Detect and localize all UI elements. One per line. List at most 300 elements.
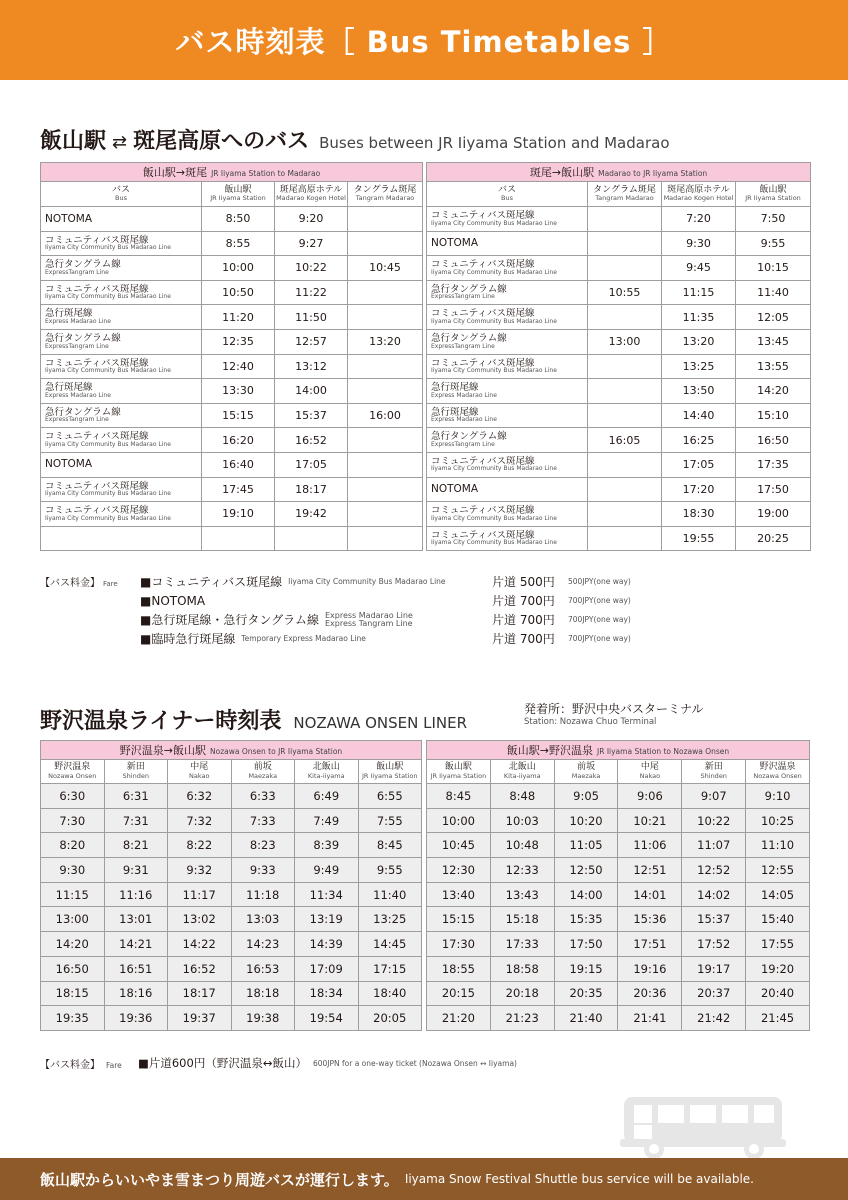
- bus-name-cell: [41, 207, 202, 232]
- time-cell: 13:00: [41, 907, 105, 932]
- bus-name-cell: [41, 329, 202, 354]
- time-cell: 13:02: [168, 907, 232, 932]
- time-cell: 13:43: [490, 882, 554, 907]
- bus-name-jp: コミュニティバス斑尾線: [45, 357, 149, 369]
- bus-name-en: ExpressTangram Line: [45, 416, 109, 424]
- column-header-en: Madarao Kogen Hotel: [663, 194, 734, 203]
- time-cell: 18:34: [295, 981, 359, 1006]
- table-row: [427, 907, 810, 932]
- bus-name-en: ExpressTangram Line: [45, 268, 109, 276]
- bus-name-cell: [427, 477, 588, 502]
- time-cell: 11:20: [202, 305, 275, 330]
- time-cell: [588, 354, 662, 379]
- bus-name-cell: [41, 231, 202, 256]
- fare-price: 片道 700円: [492, 613, 555, 627]
- fare-bus-name: [140, 594, 492, 608]
- table-header-en: Madarao to JR Iiyama Station: [598, 169, 708, 178]
- time-cell: 10:00: [202, 256, 275, 281]
- terminal-info: [524, 700, 703, 727]
- bus-name-jp: コミュニティバス斑尾線: [431, 210, 535, 222]
- bus-name-en: Express Madarao Line: [431, 416, 497, 424]
- bus-name-jp: コミュニティバス斑尾線: [45, 480, 149, 492]
- bus-name-cell: [41, 403, 202, 428]
- time-cell: 20:05: [358, 1006, 422, 1031]
- time-cell: [202, 526, 275, 551]
- time-cell: 19:00: [736, 502, 811, 527]
- bus-name-jp: コミュニティバス斑尾線: [431, 455, 535, 467]
- table-header-jp: 飯山駅→野沢温泉: [506, 744, 594, 757]
- time-cell: 7:30: [41, 808, 105, 833]
- fare-label-jp: 【バス料金】: [40, 1059, 100, 1071]
- column-headers: [41, 182, 423, 207]
- time-cell: 12:40: [202, 354, 275, 379]
- time-cell: 8:50: [202, 207, 275, 232]
- table-row: [427, 882, 810, 907]
- time-cell: 9:31: [104, 858, 168, 883]
- bus-name-cell: [427, 428, 588, 453]
- time-cell: 8:23: [231, 833, 295, 858]
- bus-name-en: ExpressTangram Line: [431, 342, 495, 350]
- time-cell: 11:15: [662, 280, 736, 305]
- time-cell: 14:00: [275, 379, 348, 404]
- nozawa-section-title: [40, 704, 467, 735]
- time-cell: 11:50: [275, 305, 348, 330]
- time-cell: 11:40: [358, 882, 422, 907]
- column-header: [662, 182, 736, 207]
- time-cell: 19:38: [231, 1006, 295, 1031]
- table-row: [427, 858, 810, 883]
- column-header-jp: 野沢温泉: [54, 762, 91, 773]
- bus-name-en: Express Madarao Line: [45, 317, 111, 325]
- time-cell: 20:18: [490, 981, 554, 1006]
- table-row: [41, 956, 422, 981]
- time-cell: 15:37: [275, 403, 348, 428]
- bus-name-jp: コミュニティバス斑尾線: [45, 234, 149, 246]
- bus-name-jp: コミュニティバス斑尾線: [431, 308, 535, 320]
- madarao-outbound-table: [40, 162, 423, 551]
- table-row: [427, 207, 811, 232]
- bus-name-cell: [41, 354, 202, 379]
- time-cell: 21:45: [746, 1006, 810, 1031]
- time-cell: 21:42: [682, 1006, 746, 1031]
- column-header-en: JR Iiyama Station: [361, 771, 418, 780]
- time-cell: 12:51: [618, 858, 682, 883]
- table-header: [427, 163, 811, 182]
- time-cell: 11:06: [618, 833, 682, 858]
- time-cell: 18:58: [490, 956, 554, 981]
- table-row: [41, 428, 423, 453]
- time-cell: [588, 305, 662, 330]
- bus-name-en: ExpressTangram Line: [431, 293, 495, 301]
- time-cell: 8:22: [168, 833, 232, 858]
- table-row: [427, 784, 810, 809]
- time-cell: 15:18: [490, 907, 554, 932]
- time-cell: 11:18: [231, 882, 295, 907]
- time-cell: 6:49: [295, 784, 359, 809]
- column-headers: [427, 182, 811, 207]
- bus-name-jp: 急行タングラム線: [45, 259, 121, 271]
- bus-name-cell: [41, 256, 202, 281]
- column-header-jp: 飯山駅: [224, 184, 252, 195]
- madarao-title-en: Buses between JR Iiyama Station and Madarao: [319, 134, 670, 152]
- time-cell: 16:05: [588, 428, 662, 453]
- table-row: [41, 932, 422, 957]
- time-cell: 19:42: [275, 502, 348, 527]
- time-cell: 6:30: [41, 784, 105, 809]
- table-row: [41, 379, 423, 404]
- time-cell: 11:07: [682, 833, 746, 858]
- time-cell: 11:35: [662, 305, 736, 330]
- time-cell: 10:22: [682, 808, 746, 833]
- time-cell: 18:18: [231, 981, 295, 1006]
- bus-name-cell: [427, 329, 588, 354]
- table-header-en: JR Iiyama Station to Madarao: [211, 169, 321, 178]
- footer-en: Iiyama Snow Festival Shuttle bus service will be available.: [404, 1172, 754, 1186]
- time-cell: 18:30: [662, 502, 736, 527]
- bus-name-jp: コミュニティバス斑尾線: [45, 431, 149, 443]
- fare-price-en: 700JPY(one way): [568, 596, 631, 605]
- nozawa-to-iiyama-table: [40, 740, 422, 1031]
- fare-bus-name-en-line2: Express Tangram Line: [324, 618, 413, 628]
- time-cell: 7:50: [736, 207, 811, 232]
- time-cell: 10:20: [554, 808, 618, 833]
- time-cell: 13:40: [427, 882, 491, 907]
- time-cell: 17:52: [682, 932, 746, 957]
- bus-name-en: Iiyama City Community Bus Madarao Line: [45, 244, 171, 252]
- column-header-en: Shinden: [700, 771, 727, 780]
- table-row: [427, 956, 810, 981]
- time-cell: 8:21: [104, 833, 168, 858]
- column-header: [682, 760, 746, 784]
- time-cell: 17:09: [295, 956, 359, 981]
- table-row: [41, 256, 423, 281]
- time-cell: 10:45: [427, 833, 491, 858]
- bus-name-jp: コミュニティバス斑尾線: [45, 283, 149, 295]
- bus-name-jp: コミュニティバス斑尾線: [431, 357, 535, 369]
- column-header-jp: 新田: [704, 762, 723, 773]
- time-cell: [348, 354, 423, 379]
- time-cell: 17:51: [618, 932, 682, 957]
- bus-name-cell: [427, 305, 588, 330]
- time-cell: 17:35: [736, 452, 811, 477]
- time-cell: 8:20: [41, 833, 105, 858]
- iiyama-to-nozawa-table: [426, 740, 810, 1031]
- time-cell: [588, 207, 662, 232]
- column-header: [358, 760, 422, 784]
- time-cell: 16:53: [231, 956, 295, 981]
- time-cell: [588, 526, 662, 551]
- column-header: [554, 760, 618, 784]
- table-row: [427, 403, 811, 428]
- time-cell: 8:48: [490, 784, 554, 809]
- table-row: [427, 808, 810, 833]
- time-cell: 14:45: [358, 932, 422, 957]
- bus-name-jp: 急行斑尾線: [431, 382, 479, 394]
- bus-name-en: Iiyama City Community Bus Madarao Line: [45, 514, 171, 522]
- bus-name-en: Iiyama City Community Bus Madarao Line: [431, 268, 557, 276]
- time-cell: 16:00: [348, 403, 423, 428]
- bus-name-jp: NOTOMA: [431, 483, 479, 496]
- time-cell: 10:45: [348, 256, 423, 281]
- time-cell: 14:00: [554, 882, 618, 907]
- column-header-jp: バス: [111, 184, 130, 195]
- table-row: [427, 280, 811, 305]
- time-cell: 10:48: [490, 833, 554, 858]
- table-row: [41, 808, 422, 833]
- bus-name-cell: [427, 280, 588, 305]
- time-cell: 16:20: [202, 428, 275, 453]
- bus-name-cell: [427, 502, 588, 527]
- footer-jp: 飯山駅からいいやま雪まつり周遊バスが運行します。: [40, 1170, 399, 1189]
- time-cell: [588, 379, 662, 404]
- fare-price: 片道 700円: [492, 632, 555, 646]
- time-cell: 14:20: [41, 932, 105, 957]
- time-cell: 14:23: [231, 932, 295, 957]
- time-cell: 11:05: [554, 833, 618, 858]
- bus-name-en: Iiyama City Community Bus Madarao Line: [431, 219, 557, 227]
- column-header: [41, 760, 105, 784]
- column-header-jp: 飯山駅: [376, 762, 404, 773]
- column-header-en: Maezaka: [248, 771, 278, 780]
- column-header-en: Nozawa Onsen: [48, 771, 97, 780]
- table-row: [427, 981, 810, 1006]
- time-cell: 16:50: [736, 428, 811, 453]
- table-row: [427, 526, 811, 551]
- madarao-section-title: [40, 124, 670, 155]
- time-cell: 8:55: [202, 231, 275, 256]
- column-header: [490, 760, 554, 784]
- time-cell: 17:55: [746, 932, 810, 957]
- time-cell: 20:15: [427, 981, 491, 1006]
- table-row: [41, 907, 422, 932]
- bus-name-en: Iiyama City Community Bus Madarao Line: [45, 440, 171, 448]
- time-cell: 9:05: [554, 784, 618, 809]
- bus-name-cell: [41, 305, 202, 330]
- time-cell: 9:20: [275, 207, 348, 232]
- bus-name-cell: [41, 379, 202, 404]
- time-cell: 9:06: [618, 784, 682, 809]
- time-cell: 20:25: [736, 526, 811, 551]
- table-row: [427, 833, 810, 858]
- column-header-en: JR Iiyama Station: [430, 771, 487, 780]
- column-header-en: Shinden: [122, 771, 149, 780]
- time-cell: 9:27: [275, 231, 348, 256]
- bus-name-en: Iiyama City Community Bus Madarao Line: [45, 490, 171, 498]
- time-cell: 9:07: [682, 784, 746, 809]
- table-row: [427, 256, 811, 281]
- time-cell: 13:01: [104, 907, 168, 932]
- bus-name-jp: コミュニティバス斑尾線: [45, 505, 149, 517]
- time-cell: 17:20: [662, 477, 736, 502]
- nozawa-title-en: NOZAWA ONSEN LINER: [293, 714, 468, 732]
- time-cell: 11:34: [295, 882, 359, 907]
- time-cell: 21:40: [554, 1006, 618, 1031]
- bus-name-cell: [41, 428, 202, 453]
- column-header-en: Madarao Kogen Hotel: [276, 194, 346, 203]
- time-cell: [588, 502, 662, 527]
- bus-name-cell: [427, 354, 588, 379]
- bus-name-jp: 急行タングラム線: [45, 406, 121, 418]
- time-cell: 12:57: [275, 329, 348, 354]
- time-cell: 7:33: [231, 808, 295, 833]
- table-header: [41, 741, 422, 760]
- column-header: [746, 760, 810, 784]
- time-cell: 10:22: [275, 256, 348, 281]
- fare-label-jp: 【バス料金】: [40, 578, 100, 589]
- time-cell: 10:21: [618, 808, 682, 833]
- time-cell: [348, 379, 423, 404]
- bus-name-jp: 急行タングラム線: [431, 431, 507, 443]
- table-row: [41, 858, 422, 883]
- bus-name-cell: [41, 477, 202, 502]
- bus-name-en: Iiyama City Community Bus Madarao Line: [45, 293, 171, 301]
- column-header: [427, 182, 588, 207]
- time-cell: [588, 256, 662, 281]
- time-cell: 9:30: [41, 858, 105, 883]
- time-cell: 17:50: [736, 477, 811, 502]
- column-header-en: Kita-iiyama: [503, 771, 541, 780]
- time-cell: 7:20: [662, 207, 736, 232]
- time-cell: 8:39: [295, 833, 359, 858]
- time-cell: 14:20: [736, 379, 811, 404]
- fare-row: [40, 572, 660, 591]
- time-cell: 13:55: [736, 354, 811, 379]
- time-cell: 19:55: [662, 526, 736, 551]
- time-cell: [348, 428, 423, 453]
- time-cell: 12:30: [427, 858, 491, 883]
- time-cell: 17:05: [662, 452, 736, 477]
- time-cell: 17:05: [275, 452, 348, 477]
- bus-name-jp: 急行タングラム線: [45, 333, 121, 345]
- time-cell: 15:35: [554, 907, 618, 932]
- time-cell: 7:55: [358, 808, 422, 833]
- time-cell: 12:52: [682, 858, 746, 883]
- bus-name-en: ExpressTangram Line: [431, 440, 495, 448]
- fare-price: 片道 500円: [492, 575, 555, 589]
- time-cell: 12:55: [746, 858, 810, 883]
- time-cell: 17:50: [554, 932, 618, 957]
- bus-name-jp: 急行斑尾線: [45, 382, 93, 394]
- time-cell: 20:37: [682, 981, 746, 1006]
- column-header-en: JR Iiyama Station: [210, 194, 266, 203]
- bus-name-jp: コミュニティバス斑尾線: [431, 529, 535, 541]
- time-cell: 7:31: [104, 808, 168, 833]
- column-header: [348, 182, 423, 207]
- time-cell: 19:20: [746, 956, 810, 981]
- bus-name-cell: [427, 526, 588, 551]
- time-cell: 18:17: [275, 477, 348, 502]
- bus-name-cell: [427, 207, 588, 232]
- bus-name-jp: NOTOMA: [45, 212, 93, 225]
- time-cell: [588, 477, 662, 502]
- fare-label: [40, 574, 140, 589]
- table-header-en: Nozawa Onsen to JR Iiyama Station: [210, 747, 343, 756]
- time-cell: 11:16: [104, 882, 168, 907]
- time-cell: 15:15: [427, 907, 491, 932]
- column-header-en: Maezaka: [571, 771, 601, 780]
- time-cell: 15:40: [746, 907, 810, 932]
- time-cell: [588, 231, 662, 256]
- time-cell: 12:33: [490, 858, 554, 883]
- fare-bus-name-jp: ■急行斑尾線・急行タングラム線: [140, 613, 319, 627]
- time-cell: 15:36: [618, 907, 682, 932]
- time-cell: 21:41: [618, 1006, 682, 1031]
- fare-bus-name-jp: ■NOTOMA: [140, 593, 206, 608]
- table-row: [427, 354, 811, 379]
- table-row: [427, 1006, 810, 1031]
- table-row: [41, 329, 423, 354]
- table-row: [41, 207, 423, 232]
- time-cell: 13:45: [736, 329, 811, 354]
- fare-row: [40, 591, 660, 610]
- column-header: [41, 182, 202, 207]
- time-cell: 14:22: [168, 932, 232, 957]
- time-cell: 20:35: [554, 981, 618, 1006]
- table-row: [427, 231, 811, 256]
- time-cell: 8:45: [358, 833, 422, 858]
- column-header: [231, 760, 295, 784]
- time-cell: 13:30: [202, 379, 275, 404]
- column-header: [104, 760, 168, 784]
- time-cell: 18:55: [427, 956, 491, 981]
- time-cell: 15:15: [202, 403, 275, 428]
- bus-name-cell: [41, 526, 202, 551]
- time-cell: [348, 477, 423, 502]
- column-header-en: Nakao: [189, 771, 210, 780]
- madarao-inbound-table: [426, 162, 811, 551]
- fare-bus-name-en-line1: Express Madarao Line: [324, 610, 413, 620]
- bus-name-en: Iiyama City Community Bus Madarao Line: [431, 317, 557, 325]
- fare-bus-name-jp: ■コミュニティバス斑尾線: [140, 575, 283, 589]
- time-cell: 7:32: [168, 808, 232, 833]
- column-header-en: JR Iiyama Station: [745, 194, 801, 203]
- table-row: [427, 932, 810, 957]
- column-header-en: Nakao: [639, 771, 661, 780]
- time-cell: [348, 207, 423, 232]
- time-cell: 14:39: [295, 932, 359, 957]
- time-cell: 16:40: [202, 452, 275, 477]
- madarao-fares: [40, 572, 660, 648]
- fare-bus-name-en: Iiyama City Community Bus Madarao Line: [288, 577, 446, 586]
- time-cell: 18:16: [104, 981, 168, 1006]
- column-header-jp: 中尾: [640, 762, 659, 773]
- bus-name-en: Iiyama City Community Bus Madarao Line: [45, 367, 171, 375]
- bus-name-jp: 急行タングラム線: [431, 283, 507, 295]
- time-cell: 13:20: [348, 329, 423, 354]
- time-cell: [348, 452, 423, 477]
- table-row: [427, 452, 811, 477]
- column-header-jp: 飯山駅: [759, 184, 787, 195]
- time-cell: 19:10: [202, 502, 275, 527]
- column-headers: [41, 760, 422, 784]
- column-header: [618, 760, 682, 784]
- time-cell: 18:17: [168, 981, 232, 1006]
- time-cell: 19:15: [554, 956, 618, 981]
- fare-bus-name-en: Temporary Express Madarao Line: [241, 634, 366, 643]
- time-cell: 16:50: [41, 956, 105, 981]
- time-cell: 19:35: [41, 1006, 105, 1031]
- time-cell: 15:37: [682, 907, 746, 932]
- time-cell: 9:32: [168, 858, 232, 883]
- terminal-jp: 発着所：野沢中央バスターミナル: [524, 702, 704, 716]
- time-cell: 19:37: [168, 1006, 232, 1031]
- bus-name-jp: NOTOMA: [45, 458, 93, 471]
- time-cell: 11:22: [275, 280, 348, 305]
- table-row: [41, 1006, 422, 1031]
- time-cell: 11:15: [41, 882, 105, 907]
- time-cell: 17:33: [490, 932, 554, 957]
- time-cell: 9:45: [662, 256, 736, 281]
